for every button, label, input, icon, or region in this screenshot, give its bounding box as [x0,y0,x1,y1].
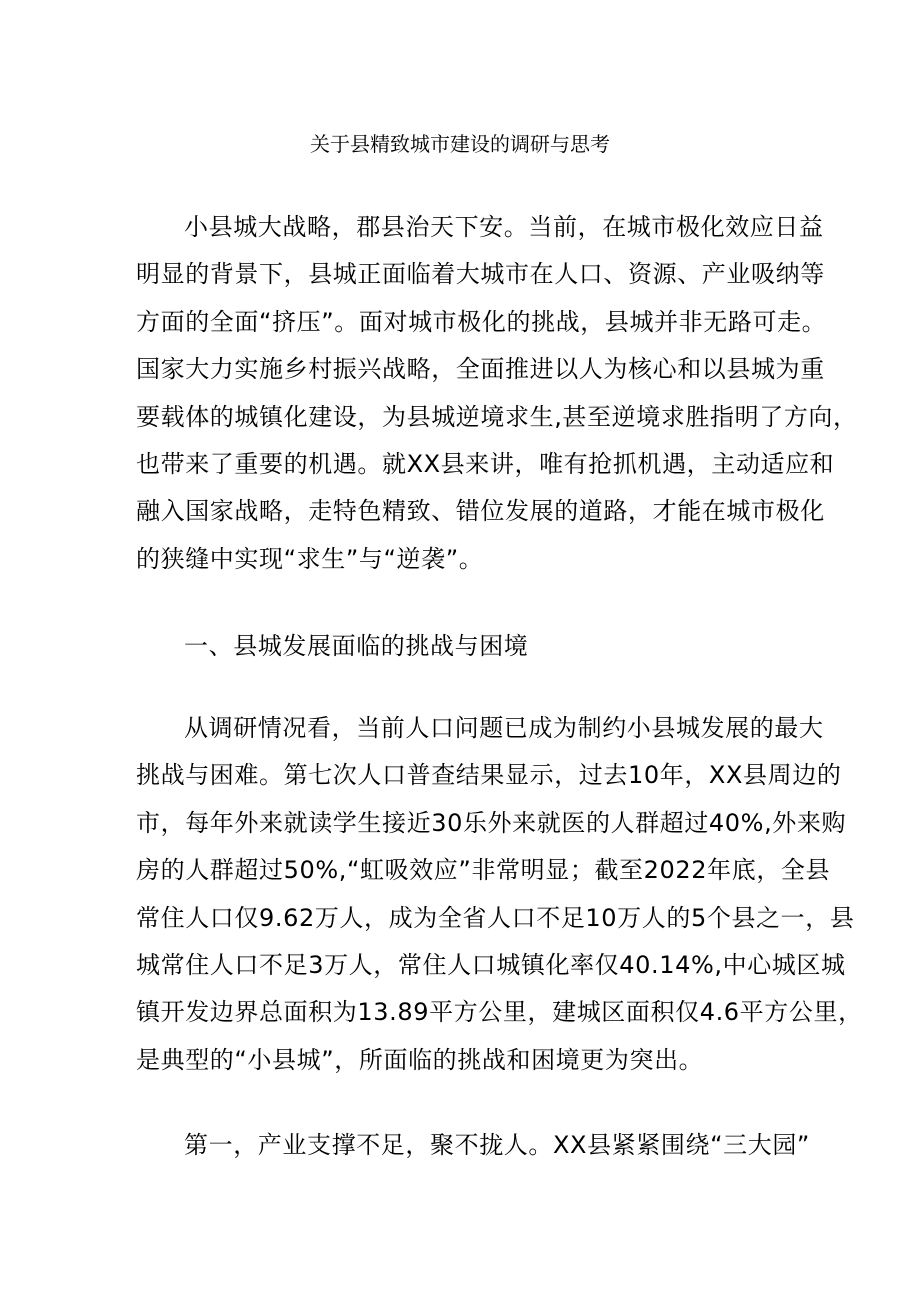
text-line: 小县城大战略，郡县治天下安。当前，在城市极化效应日益 [184,213,824,241]
paragraph-intro [136,204,858,583]
text-line: 第一，产业支撑不足，聚不拢人。XX县紧紧围绕“三大园” [184,1131,810,1159]
text-line: 市，每年外来就读学生接近30乐外来就医的人群超过40%,外来购 [136,808,847,837]
text-line: 常住人口仅9.62万人，成为全省人口不足10万人的5个县之一，县 [136,903,855,932]
paragraph-challenges [136,705,863,1084]
text-line: 也带来了重要的机遇。就XX县来讲，唯有抢抓机遇，主动适应和 [136,450,835,479]
text-line: 是典型的“小县城”，所面临的挑战和困境更为突出。 [136,1045,704,1074]
text-line: 要载体的城镇化建设，为县城逆境求生,甚至逆境求胜指明了方向， [136,402,858,431]
text-line: 方面的全面“挤压”。面对城市极化的挑战，县城并非无路可走。 [136,307,827,336]
text-line: 镇开发边界总面积为13.89平方公里，建城区面积仅4.6平方公里， [136,998,863,1027]
text-line: 房的人群超过50%,“虹吸效应”非常明显；截至2022年底，全县 [136,856,831,885]
text-line: 城常住人口不足3万人，常住人口城镇化率仅40.14%,中心城区城 [136,951,846,980]
text-line: 融入国家战略，走特色精致、错位发展的道路，才能在城市极化 [136,497,825,526]
section-heading: 一、县城发展面临的挑战与困境 [184,632,529,660]
text-line: 明显的背景下，县城正面临着大城市在人口、资源、产业吸纳等 [136,260,825,289]
document-title: 关于县精致城市建设的调研与思考 [310,132,610,156]
text-line: 的狭缝中实现“求生”与“逆袭”。 [136,544,484,573]
text-line: 国家大力实施乡村振兴战略，全面推进以人为核心和以县城为重 [136,355,825,384]
paragraph-first-point [136,1122,810,1169]
text-line: 从调研情况看，当前人口问题已成为制约小县城发展的最大 [184,714,824,742]
text-line: 挑战与困难。第七次人口普查结果显示，过去10年，XX县周边的 [136,761,842,790]
